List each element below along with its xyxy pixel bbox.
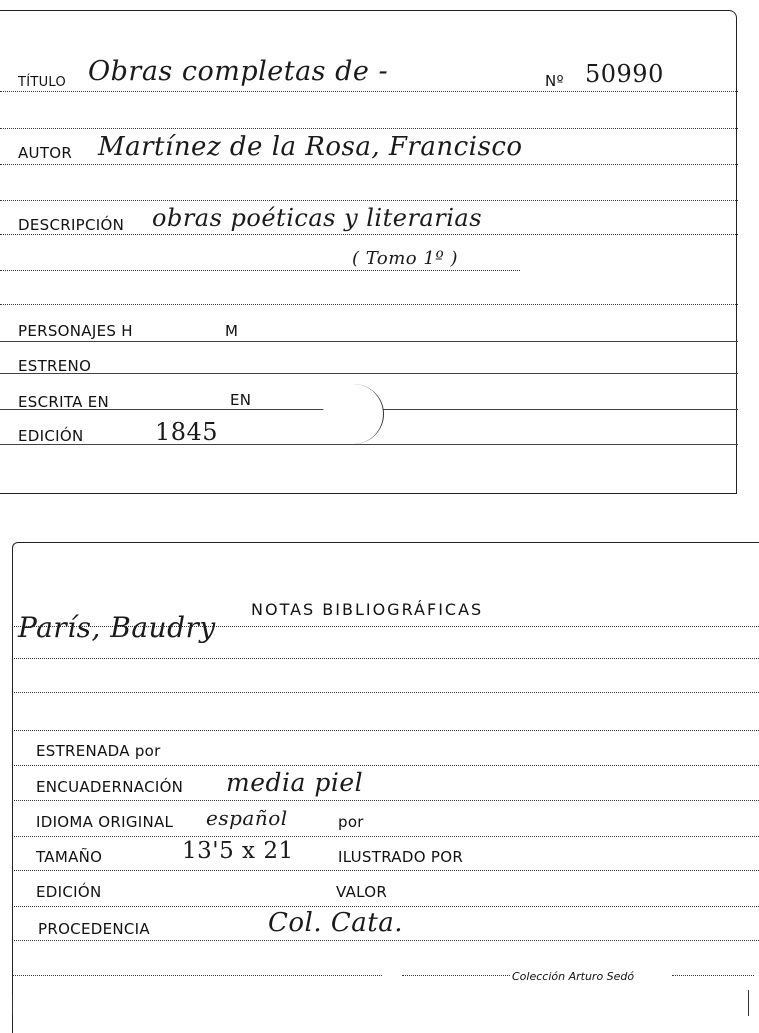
tamano-value: 13'5 x 21	[182, 838, 294, 864]
por-label: por	[338, 813, 364, 831]
edicion-label: EDICIÓN	[18, 427, 84, 445]
rule-line	[402, 975, 510, 976]
descripcion-note: ( Tomo 1º )	[352, 248, 458, 269]
rule-line	[12, 975, 382, 976]
collection-footer: Colección Arturo Sedó	[512, 970, 635, 983]
rule-line	[12, 765, 759, 766]
rule-line	[12, 800, 759, 801]
valor-label: VALOR	[336, 883, 388, 901]
rule-line	[0, 91, 738, 92]
rule-line	[12, 692, 759, 693]
personajes-m-label: M	[225, 322, 239, 340]
autor-label: AUTOR	[18, 144, 73, 162]
rule-line	[12, 658, 759, 659]
titulo-label: TÍTULO	[18, 75, 67, 90]
edicion-label-back: EDICIÓN	[36, 883, 102, 901]
rule-line	[12, 836, 759, 837]
rule-line	[12, 870, 759, 871]
escrita-label: ESCRITA EN	[18, 393, 110, 411]
rule-line	[0, 270, 520, 271]
card-edge-mark	[12, 995, 13, 1015]
estrenada-label: ESTRENADA por	[36, 742, 161, 760]
punch-hole	[323, 384, 384, 444]
titulo-value: Obras completas de -	[88, 56, 389, 87]
rule-line	[0, 304, 738, 305]
idioma-label: IDIOMA ORIGINAL	[36, 813, 174, 831]
rule-line	[0, 341, 738, 342]
estreno-label: ESTRENO	[18, 357, 92, 375]
descripcion-value: obras poéticas y literarias	[152, 204, 483, 232]
rule-line	[0, 164, 738, 165]
idioma-value: español	[206, 806, 288, 830]
rule-line	[12, 940, 759, 941]
card-edge-mark	[748, 990, 749, 1016]
notas-heading: NOTAS BIBLIOGRÁFICAS	[251, 600, 484, 619]
autor-value: Martínez de la Rosa, Francisco	[98, 132, 523, 162]
personajes-label: PERSONAJES H	[18, 322, 133, 340]
numero-value: 50990	[585, 60, 664, 88]
rule-line	[672, 975, 754, 976]
edicion-value: 1845	[155, 418, 219, 446]
rule-line	[0, 234, 738, 235]
rule-line	[12, 906, 759, 907]
rule-line	[0, 373, 738, 374]
tamano-label: TAMAÑO	[36, 848, 103, 866]
ilustrado-label: ILUSTRADO POR	[338, 848, 464, 866]
rule-line	[0, 444, 738, 445]
procedencia-value: Col. Cata.	[268, 908, 403, 938]
rule-line	[0, 128, 738, 129]
procedencia-label: PROCEDENCIA	[38, 920, 150, 938]
encuadernacion-label: ENCUADERNACIÓN	[36, 778, 184, 796]
descripcion-label: DESCRIPCIÓN	[18, 216, 125, 234]
rule-line	[0, 200, 738, 201]
notes-line-text: París, Baudry	[18, 611, 216, 644]
numero-label: Nº	[545, 72, 564, 90]
rule-line	[12, 730, 759, 731]
en-label: EN	[230, 391, 252, 409]
encuadernacion-value: media piel	[226, 768, 364, 797]
